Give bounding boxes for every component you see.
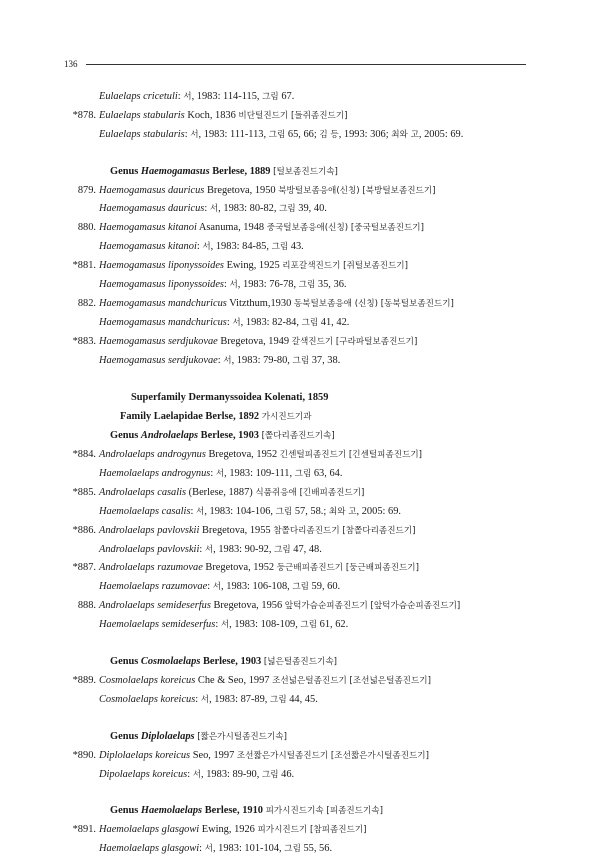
text-segment: Bregetova, 1952 (202, 562, 277, 574)
genus-heading (62, 728, 542, 747)
taxon-name: Androlaelaps pavlovskii (99, 543, 200, 555)
text-segment: : (223, 279, 230, 291)
genus-name: Androlaelaps (140, 430, 199, 442)
taxon-name: Haemogamasus serdjukovae (99, 335, 218, 347)
entry-number: *891. (72, 824, 96, 836)
entry-body (99, 600, 460, 611)
korean-text: [털보좀진드기속] (273, 166, 338, 177)
text-segment: 39, 40. (295, 203, 327, 215)
text-segment: Seo, 1997 (190, 749, 237, 761)
text-segment: Bregetova, 1949 (217, 335, 292, 347)
korean-text: 서 (202, 242, 211, 253)
text-segment: : (196, 241, 203, 253)
citation-line (62, 126, 542, 145)
korean-text: 중국털보좀응애(신칭) [중국털보좀진드기] (266, 223, 424, 234)
citation-line (62, 465, 542, 484)
taxon-name: Haemogamasus dauricus (99, 203, 205, 215)
text-segment: : (187, 768, 193, 780)
text-segment: Superfamily Dermanyssoidea Kolenati, 1859 (131, 392, 329, 404)
entry-number: *884. (72, 449, 96, 461)
citation-line (62, 541, 542, 560)
entry-number: *878. (72, 109, 96, 121)
text-segment: 59, 60. (308, 581, 341, 593)
taxon-name: Androlaelaps razumovae (99, 562, 203, 574)
taxon-name: Androlaelaps androgynus (99, 449, 206, 461)
korean-text: 서 (215, 469, 225, 480)
text-segment: : (215, 619, 221, 631)
superfamily-heading (62, 389, 542, 408)
section-spacer (62, 635, 542, 653)
korean-text: 그림 (262, 92, 279, 102)
korean-text: 조선넓은털좀진드기 [조선넓은털좀진드기] (272, 675, 431, 686)
korean-text: [넓은털좀진드기속] (263, 657, 337, 668)
korean-text: 서 (204, 844, 213, 855)
taxon-name: Eulaelaps stabularis (99, 109, 185, 121)
genus-name-wrapper (141, 430, 198, 441)
korean-text: 그림 (275, 506, 293, 517)
korean-text: 서 (229, 280, 238, 291)
text-segment: Genus (110, 805, 141, 817)
page-number: 136 (64, 59, 78, 69)
genus-name-wrapper (141, 166, 210, 177)
species-entry (62, 672, 542, 691)
entry-body (99, 185, 436, 196)
species-entry (62, 257, 542, 276)
text-segment: , 1983: 108-109, (229, 619, 301, 631)
text-segment: : (226, 316, 233, 328)
species-entry (62, 747, 542, 766)
text-segment: , 1983: 80-82, (218, 203, 280, 215)
korean-text: 둥근배피좀진드기 [둥근배피좀진드기] (276, 563, 419, 574)
text-segment: : (195, 693, 201, 705)
citation-line (62, 578, 542, 597)
species-entry (62, 821, 542, 840)
korean-text: 서 (200, 694, 210, 705)
entry-body (99, 336, 417, 347)
korean-text: 그림 (301, 317, 319, 328)
text-segment: , 1983: 90-92, (213, 543, 275, 555)
korean-text: 서 (196, 506, 205, 517)
korean-text: 동북털보좀응애 (신칭) [동북털보좀진드기] (293, 298, 454, 309)
entry-body (99, 260, 408, 271)
genus-heading (62, 163, 542, 182)
taxon-name: Haemolaelaps glasgowi (99, 824, 200, 836)
species-entry (62, 107, 542, 126)
text-segment: , 1983: 104-106, (204, 505, 276, 517)
taxon-name: Haemogamasus mandchuricus (99, 316, 227, 328)
taxon-name: Cosmolaelaps koreicus (99, 693, 196, 705)
text-segment: Ewing, 1926 (199, 824, 258, 836)
entry-body (99, 562, 419, 573)
text-segment: Genus (110, 165, 141, 177)
text-segment: Family Laelapidae Berlse, 1892 (120, 411, 262, 423)
taxon-name: Haemolaelaps semideserfus (99, 619, 216, 631)
text-segment: 46. (278, 768, 295, 780)
korean-text: 서 (223, 355, 232, 366)
korean-text: 그림 (279, 204, 296, 215)
header-rule (86, 64, 526, 65)
text-segment: Ewing, 1925 (223, 260, 283, 272)
citation-line (62, 276, 542, 295)
korean-text: 서 (232, 317, 241, 328)
text-segment: , 1983: 84-85, (210, 241, 272, 253)
korean-text: 북방털보좀응애(신칭) [북방털보좀진드기] (278, 185, 436, 196)
text-segment: , 1983: 79-80, (231, 354, 293, 366)
text-segment: Koch, 1836 (184, 109, 239, 121)
korean-text: [쫄다리좀진드기속] (261, 431, 335, 442)
taxon-name: Haemogamasus kitanoi (99, 241, 197, 253)
korean-text: 그림 (284, 844, 301, 855)
text-segment: : (199, 843, 205, 855)
text-segment: : (190, 505, 196, 517)
text-segment: Berlese, 1903 (200, 656, 264, 668)
korean-text: 피가시진드기속 [피좀진드기속] (265, 806, 383, 817)
korean-text: 최와 고 (328, 506, 357, 517)
korean-text: 서 (212, 582, 222, 593)
text-segment: Bregetova, 1956 (210, 600, 285, 612)
text-segment: Vitzthum,1930 (226, 297, 294, 309)
entry-number: *890. (72, 749, 96, 761)
taxon-name: Haemogamasus dauricus (99, 184, 205, 196)
citation-line (62, 88, 542, 107)
korean-text: 서 (183, 92, 192, 102)
genus-heading (62, 653, 542, 672)
text-segment: : (199, 543, 205, 555)
text-segment: : (184, 128, 191, 140)
entry-body (99, 298, 454, 309)
taxon-name: Androlaelaps semideserfus (99, 600, 211, 612)
section-spacer (62, 784, 542, 802)
text-segment: , 1983: 87-89, (209, 693, 271, 705)
text-segment: 63, 64. (311, 468, 343, 480)
korean-text: 김 등 (319, 129, 339, 140)
genus-name: Haemolaelaps (140, 805, 203, 817)
korean-text: 그림 (268, 129, 286, 140)
korean-text: 비단털진드기 [들쥐좀진드기] (238, 110, 348, 121)
genus-name-wrapper (141, 656, 200, 667)
korean-text: 갈색진드기 [구라파털보좀진드기] (291, 336, 418, 347)
korean-text: 리포갈색진드기 [쥐털보좀진드기] (282, 261, 408, 272)
text-segment: Bregetova, 1955 (199, 524, 274, 536)
text-segment: , 1983: 114-115, (191, 91, 263, 102)
entry-number: 879. (77, 184, 96, 196)
korean-text: 그림 (300, 620, 318, 631)
text-segment: Che & Seo, 1997 (195, 674, 273, 686)
species-entry (62, 559, 542, 578)
family-heading (62, 408, 542, 427)
text-segment: (Berlese, 1887) (186, 486, 256, 498)
text-segment: 67. (278, 91, 295, 102)
text-segment: 57, 58.; (292, 505, 329, 517)
taxon-name: Haemolaelaps casalis (99, 505, 191, 517)
text-segment: , 1983: 101-104, (212, 843, 285, 855)
text-segment: Genus (110, 430, 141, 442)
korean-text: 그림 (298, 280, 316, 291)
text-segment: Genus (110, 656, 141, 668)
korean-text: 서 (209, 204, 219, 215)
species-entry (62, 446, 542, 465)
taxon-name: Androlaelaps casalis (99, 486, 187, 498)
species-entry (62, 182, 542, 201)
citation-line (62, 352, 542, 371)
text-segment: , 1983: 111-113, (198, 128, 269, 140)
entry-number: 882. (77, 297, 96, 309)
entry-body (99, 525, 415, 536)
korean-text: 서 (192, 769, 202, 780)
text-segment: , 2005: 69. (418, 128, 464, 140)
entry-body (99, 110, 347, 121)
text-segment: , 1983: 76-78, (237, 279, 299, 291)
text-segment: , 1983: 106-108, (221, 581, 293, 593)
genus-name-wrapper (141, 805, 202, 816)
korean-text: 참쫄다리좀진드기 [참쫄다리좀진드기] (273, 525, 416, 536)
entry-number: 888. (77, 600, 96, 612)
korean-text: 식품쥐응애 [긴배피좀진드기] (255, 487, 365, 498)
korean-text: 앞턱가슴순피좀진드기 [앞턱가슴순피좀진드기] (284, 601, 461, 612)
text-segment: , 1983: 109-111, (224, 468, 295, 480)
genus-name: Haemogamasus (140, 165, 210, 177)
text-segment: Berlese, 1889 (209, 165, 274, 177)
citation-line (62, 314, 542, 333)
entry-number: *887. (72, 562, 96, 574)
korean-text: 그림 (271, 242, 289, 253)
taxon-name: Haemogamasus kitanoi (99, 222, 197, 234)
text-segment: 47, 48. (290, 543, 322, 555)
genus-heading (62, 802, 542, 821)
taxon-name: Haemogamasus liponyssoides (99, 260, 224, 272)
genus-name-wrapper (141, 731, 195, 742)
citation-line (62, 840, 542, 859)
species-entry (62, 295, 542, 314)
taxon-name: Eulaelaps cricetuli (99, 91, 178, 102)
korean-text: 최와 고 (391, 129, 419, 140)
korean-text: 조선짧은가시털좀진드기 [조선짧은가시털좀진드기] (236, 750, 429, 761)
citation-line (62, 766, 542, 785)
text-segment: Bregetova, 1952 (205, 449, 280, 461)
entry-number: *881. (72, 260, 96, 272)
korean-text: 가시진드기과 (261, 412, 312, 423)
korean-text: 피가시진드기 [참피좀진드기] (257, 825, 367, 836)
text-segment: , 1993: 306; (338, 128, 392, 140)
text-segment: : (217, 354, 224, 366)
entry-number: *886. (72, 524, 96, 536)
species-entry (62, 522, 542, 541)
genus-name: Cosmolaelaps (140, 656, 201, 668)
text-segment: Genus (110, 730, 141, 742)
text-segment: Berlese, 1910 (202, 805, 266, 817)
korean-text: 그림 (270, 694, 287, 705)
taxon-name: Haemogamasus liponyssoides (99, 279, 224, 291)
text-segment: 43. (288, 241, 304, 253)
korean-text: 그림 (294, 469, 312, 480)
text-segment: Asanuma, 1948 (196, 222, 267, 234)
korean-text: 서 (220, 620, 230, 631)
genus-name: Diplolaelaps (140, 730, 195, 742)
text-segment: : (210, 468, 216, 480)
taxon-name: Eulaelaps stabularis (99, 128, 185, 140)
korean-text: 그림 (292, 355, 310, 366)
text-segment: 35, 36. (315, 279, 347, 291)
species-entry (62, 219, 542, 238)
entry-number: *885. (72, 486, 96, 498)
korean-text: 긴센털피좀진드기 [긴센털피좀진드기] (279, 450, 423, 461)
text-segment: 55, 56. (300, 843, 333, 855)
text-segment: Bregetova, 1950 (204, 184, 279, 196)
taxon-name: Haemolaelaps glasgowi (99, 843, 200, 855)
text-segment: 44, 45. (286, 693, 318, 705)
entry-body (99, 675, 431, 686)
citation-line (62, 616, 542, 635)
korean-text: 그림 (261, 769, 279, 780)
page-content (62, 88, 542, 859)
entry-number: *883. (72, 335, 96, 347)
species-entry (62, 484, 542, 503)
text-segment: 65, 66; (285, 128, 320, 140)
entry-body (99, 750, 429, 761)
text-segment: 61, 62. (317, 619, 349, 631)
taxon-name: Haemogamasus mandchuricus (99, 297, 227, 309)
text-segment: , 2005: 69. (356, 505, 401, 517)
taxon-name: Diplolaelaps koreicus (99, 749, 191, 761)
entry-body (99, 487, 364, 498)
taxon-name: Haemogamasus serdjukovae (99, 354, 218, 366)
section-spacer (62, 710, 542, 728)
text-segment: : (207, 581, 213, 593)
korean-text: 서 (190, 129, 199, 140)
entry-body (99, 222, 424, 233)
entry-body (99, 449, 422, 460)
section-spacer (62, 145, 542, 163)
text-segment: 41, 42. (318, 316, 350, 328)
korean-text: 그림 (292, 582, 309, 593)
species-entry (62, 597, 542, 616)
text-segment: Berlese, 1903 (198, 430, 262, 442)
text-segment: , 1983: 89-90, (201, 768, 262, 780)
taxon-name: Androlaelaps pavlovskii (99, 524, 200, 536)
citation-line (62, 200, 542, 219)
taxon-name: Dipolaelaps koreicus (99, 768, 188, 780)
taxon-name: Haemolaelaps androgynus (99, 468, 211, 480)
text-segment: : (177, 91, 184, 102)
citation-line (62, 691, 542, 710)
korean-text: 서 (204, 544, 214, 555)
taxon-name: Cosmolaelaps koreicus (99, 674, 196, 686)
text-segment: : (204, 203, 210, 215)
citation-line (62, 238, 542, 257)
korean-text: [짧은가시털좀진드기속] (197, 731, 287, 742)
genus-heading (62, 427, 542, 446)
text-segment: , 1983: 82-84, (240, 316, 302, 328)
taxon-name: Haemolaelaps razumovae (99, 581, 208, 593)
entry-number: *889. (72, 674, 96, 686)
entry-number: 880. (77, 222, 96, 234)
korean-text: 그림 (274, 544, 291, 555)
species-entry (62, 333, 542, 352)
citation-line (62, 503, 542, 522)
text-segment: 37, 38. (309, 354, 341, 366)
section-spacer (62, 370, 542, 389)
